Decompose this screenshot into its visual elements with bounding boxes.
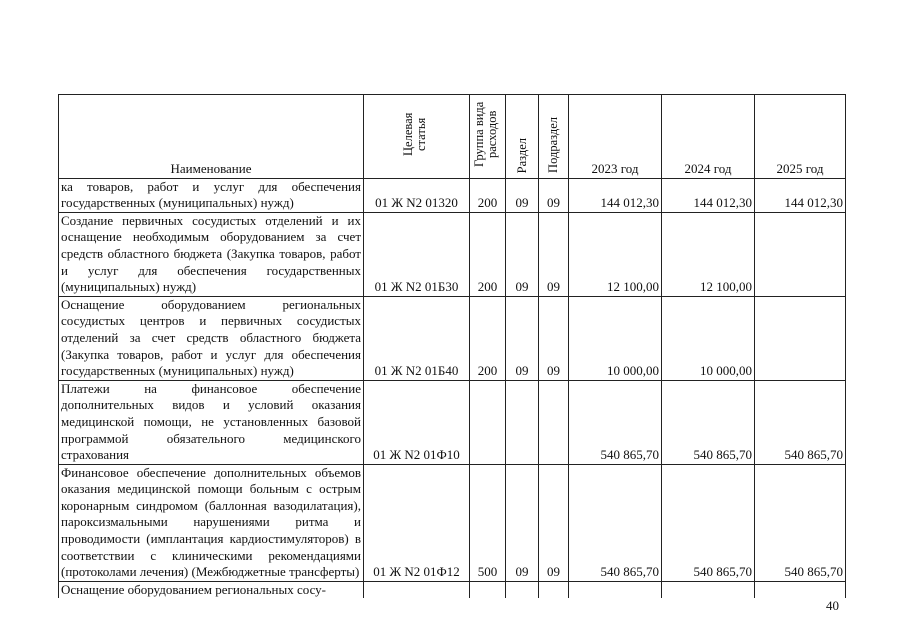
- row-name: Оснащение оборудованием региональных сосу-: [59, 581, 364, 598]
- row-code: 01 Ж N2 01Б40: [364, 296, 470, 380]
- row-name: ка товаров, работ и услуг для обеспечения государственных (муниципальных) нужд): [59, 178, 364, 212]
- row-subsection: 09: [539, 296, 569, 380]
- header-section: Раздел: [506, 95, 539, 179]
- table-row: [59, 178, 846, 212]
- row-2023: 12 100,00: [569, 212, 662, 296]
- row-group: 200: [470, 296, 506, 380]
- row-section: 09: [506, 464, 539, 581]
- row-2023: 10 000,00: [569, 296, 662, 380]
- header-subsection: Подраздел: [539, 95, 569, 179]
- row-code: 01 Ж N2 01Ф10: [364, 380, 470, 464]
- row-2025: [755, 212, 846, 296]
- row-subsection: 09: [539, 212, 569, 296]
- row-group: [470, 581, 506, 598]
- row-section: 09: [506, 212, 539, 296]
- header-target-article: Целевая статья: [364, 95, 470, 179]
- row-section: 09: [506, 178, 539, 212]
- table-row: [59, 464, 846, 581]
- row-2024: 540 865,70: [662, 380, 755, 464]
- row-code: [364, 581, 470, 598]
- header-expense-group: Группа вида расходов: [470, 95, 506, 179]
- row-group: 200: [470, 178, 506, 212]
- header-year-2025: 2025 год: [755, 95, 846, 179]
- page-number: 40: [826, 598, 839, 613]
- row-2025: [755, 296, 846, 380]
- row-name: Оснащение оборудованием региональных сосудистых центров и первичных сосудистых отделений за счет средств областного бюджета (Закупка товаров, работ и услуг для обеспечения государственных (муниципальных) нужд): [59, 296, 364, 380]
- table-header-row: [59, 95, 846, 179]
- budget-table: [58, 94, 846, 598]
- table-row: [59, 380, 846, 464]
- row-name: Платежи на финансовое обеспечение дополнительных видов и условий оказания медицинской помощи, не установленных базовой программой обязательного медицинского страхования: [59, 380, 364, 464]
- row-subsection: 09: [539, 464, 569, 581]
- row-group: [470, 380, 506, 464]
- row-subsection: [539, 380, 569, 464]
- header-year-2024: 2024 год: [662, 95, 755, 179]
- row-group: 200: [470, 212, 506, 296]
- row-2024: 12 100,00: [662, 212, 755, 296]
- row-2025: 540 865,70: [755, 464, 846, 581]
- header-year-2023: 2023 год: [569, 95, 662, 179]
- row-section: 09: [506, 296, 539, 380]
- row-name: Финансовое обеспечение дополнительных объемов оказания медицинской помощи больным с острым коронарным синдромом (баллонная вазодилатация), пароксизмальными нарушениями ритма и проводимости (имплантация кардиостимуляторов) в соответствии с клиническими рекомендациями (протоколами лечения) (Межбюджетные трансферты): [59, 464, 364, 581]
- table-row: [59, 296, 846, 380]
- row-name: Создание первичных сосудистых отделений и их оснащение необходимым оборудованием за счет средств областного бюджета (Закупка товаров, работ и услуг для обеспечения государственных (муниципальных) нужд): [59, 212, 364, 296]
- row-2023: 540 865,70: [569, 380, 662, 464]
- row-2023: [569, 581, 662, 598]
- row-2025: [755, 581, 846, 598]
- header-name: Наименование: [59, 95, 364, 179]
- row-2024: 144 012,30: [662, 178, 755, 212]
- row-subsection: 09: [539, 178, 569, 212]
- row-code: 01 Ж N2 01320: [364, 178, 470, 212]
- row-2023: 144 012,30: [569, 178, 662, 212]
- row-2024: [662, 581, 755, 598]
- row-section: [506, 581, 539, 598]
- table-row: [59, 581, 846, 598]
- row-2023: 540 865,70: [569, 464, 662, 581]
- row-code: 01 Ж N2 01Ф12: [364, 464, 470, 581]
- row-2024: 10 000,00: [662, 296, 755, 380]
- row-group: 500: [470, 464, 506, 581]
- row-code: 01 Ж N2 01Б30: [364, 212, 470, 296]
- row-2025: 540 865,70: [755, 380, 846, 464]
- row-2025: 144 012,30: [755, 178, 846, 212]
- row-section: [506, 380, 539, 464]
- table-row: [59, 212, 846, 296]
- row-2024: 540 865,70: [662, 464, 755, 581]
- row-subsection: [539, 581, 569, 598]
